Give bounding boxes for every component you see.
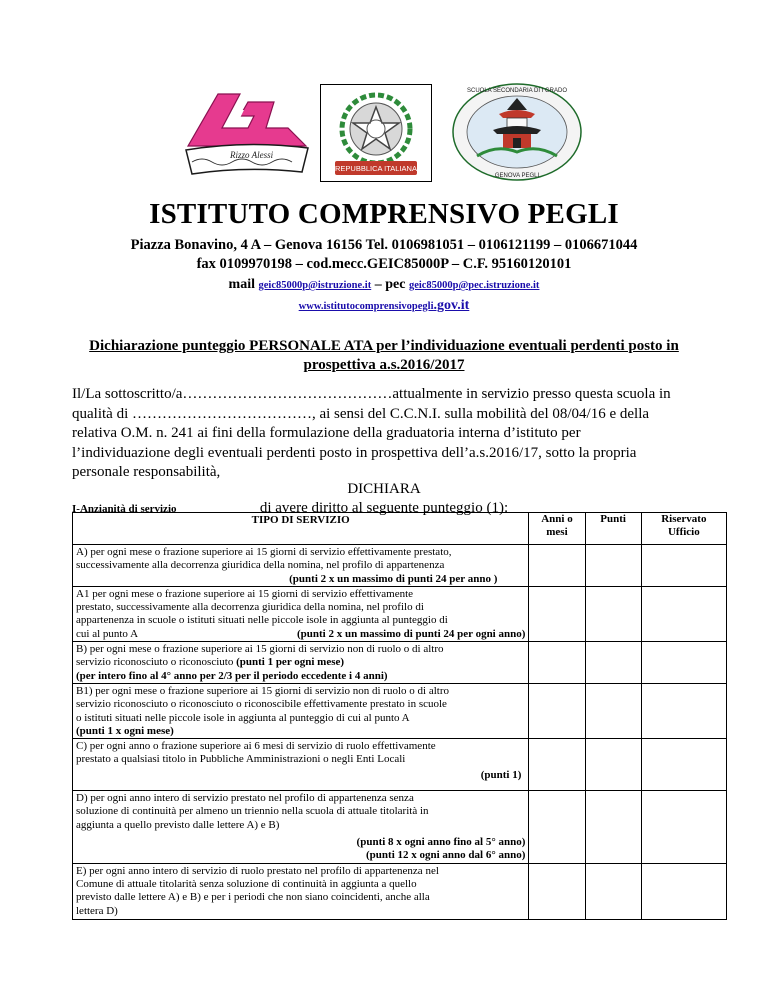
title-line-1: Dichiarazione punteggio PERSONALE ATA per l’individuazione eventuali perdenti posto in	[89, 338, 679, 354]
header-points: Punti	[585, 513, 641, 545]
row-a1-office-cell	[641, 586, 726, 641]
table-header-row	[73, 513, 727, 545]
row-c-points-cell[interactable]	[585, 739, 641, 791]
row-b-years-cell[interactable]	[529, 642, 585, 684]
table-row	[73, 545, 727, 587]
svg-text:GENOVA PEGLI: GENOVA PEGLI	[494, 173, 540, 179]
row-b1-years-cell[interactable]	[529, 683, 585, 738]
school-logo-right	[447, 80, 587, 184]
row-b1-office-cell	[641, 683, 726, 738]
republic-emblem	[320, 84, 432, 182]
document-title	[60, 337, 708, 375]
row-a-description: A) per ogni mese o frazione superiore ai 15 giorni di servizio effettivamente prestato, successivamente alla decorrenza giuridica della nomina, nel profilo di appartenenza (punti 2 x un massimo di punti 24 per anno )	[73, 545, 529, 587]
row-c-years-cell[interactable]	[529, 739, 585, 791]
school-name: ISTITUTO COMPRENSIVO PEGLI	[149, 198, 619, 230]
row-a-office-cell	[641, 545, 726, 587]
row-a-years-cell[interactable]	[529, 545, 585, 587]
row-e-points-cell[interactable]	[585, 863, 641, 919]
intro-paragraph	[72, 385, 700, 483]
row-d-office-cell	[641, 791, 726, 863]
row-b1-description: B1) per ogni mese o frazione superiore ai 15 giorni di servizio non di ruolo o di altro servizio riconosciuto o riconosciuto o riconoscibile effettivamente prestato in scuole o istituti situati nelle piccole isole in aggiunta al punteggio di cui al punto A (punti 1 x ogni mese)	[73, 683, 529, 738]
declare-sentence: di avere diritto al seguente punteggio (1):	[259, 500, 509, 516]
row-c-description: C) per ogni anno o frazione superiore ai 6 mesi di servizio di ruolo effettivamente prestato a qualsiasi titolo in Pubbliche Amministrazioni o negli Enti Locali (punti 1)	[73, 739, 529, 791]
table-row	[73, 683, 727, 738]
row-e-description: E) per ogni anno intero di servizio di ruolo prestato nel profilo di appartenenza nel Comune di attuale titolarità senza soluzione di continuità in aggiunta a quello previsto dalle lettere A) e B) e per i periodi che non siano coincidenti, anche alla lettera D)	[73, 863, 529, 919]
row-d-years-cell[interactable]	[529, 791, 585, 863]
intro-line: Il/La sottoscritto/a……………………………………attualmente in servizio presso questa scuola in	[72, 386, 671, 402]
service-score-table	[72, 512, 727, 920]
mail-label: mail	[228, 277, 255, 292]
school-pagoda-logo-icon	[447, 80, 587, 184]
table-row	[73, 586, 727, 641]
header-years-months: Anni o mesi	[529, 513, 585, 545]
svg-text:SCUOLA SECONDARIA DI I GRADO: SCUOLA SECONDARIA DI I GRADO	[466, 88, 568, 94]
fiscal-line: fax 0109970198 – cod.mecc.GEIC85000P – C.F. 95160120101	[196, 256, 572, 272]
italian-republic-emblem-icon	[321, 85, 431, 181]
row-a1-years-cell[interactable]	[529, 586, 585, 641]
table-row	[73, 863, 727, 919]
school-logo-left	[178, 88, 314, 180]
table-row	[73, 791, 727, 863]
title-line-2: prospettiva a.s.2016/2017	[303, 357, 465, 373]
mail-link[interactable]: geic85000p@istruzione.it	[258, 280, 372, 291]
website-link[interactable]	[298, 298, 470, 313]
website-suffix: .gov.it	[433, 298, 470, 313]
row-b-description: B) per ogni mese o frazione superiore ai 15 giorni di servizio non di ruolo o di altro servizio riconosciuto o riconosciuto (punti 1 per ogni mese) (per intero fino al 4° anno per 2/3 per il periodo eccedente i 4 anni)	[73, 642, 529, 684]
row-a1-points-cell[interactable]	[585, 586, 641, 641]
row-b1-points-cell[interactable]	[585, 683, 641, 738]
intro-line: qualità di ………………………………, ai sensi del C.C.N.I. sulla mobilità del 08/04/16 e della	[72, 405, 650, 422]
row-d-points-cell[interactable]	[585, 791, 641, 863]
row-b-office-cell	[641, 642, 726, 684]
declare-word: DICHIARA	[347, 481, 421, 497]
contacts-line	[0, 277, 768, 293]
header-office: Riservato Ufficio	[641, 513, 726, 545]
header-service-type: TIPO DI SERVIZIO	[73, 513, 529, 545]
row-d-description: D) per ogni anno intero di servizio prestato nel profilo di appartenenza senza soluzione di continuità per almeno un triennio nella scuola di attuale titolarità in aggiunta a quello previsto dalle lettere A) e B) (punti 8 x ogni anno fino al 5° anno) (punti 12 x ogni anno dal 6° anno)	[73, 791, 529, 863]
row-e-office-cell	[641, 863, 726, 919]
svg-text:Rizzo Alessi: Rizzo Alessi	[230, 150, 274, 160]
pec-label: – pec	[374, 277, 406, 292]
intro-line: l’individuazione degli eventuali perdenti posto in prospettiva dell’a.s.2016/17, sotto la propria	[72, 444, 637, 461]
row-c-office-cell	[641, 739, 726, 791]
row-e-years-cell[interactable]	[529, 863, 585, 919]
pec-link[interactable]: geic85000p@pec.istruzione.it	[408, 280, 540, 291]
intro-line: personale responsabilità,	[72, 464, 221, 480]
section-title: I-Anzianità di servizio	[72, 503, 177, 515]
rizzo-alessi-logo-icon	[178, 88, 314, 180]
website-domain: www.istitutocomprensivopegli	[298, 301, 434, 312]
address-line: Piazza Bonavino, 4 A – Genova 16156 Tel. 0106981051 – 0106121199 – 0106671044	[130, 237, 638, 253]
row-b-points-cell[interactable]	[585, 642, 641, 684]
table-row	[73, 739, 727, 791]
row-a1-description: A1 per ogni mese o frazione superiore ai 15 giorni di servizio effettivamente prestato, successivamente alla decorrenza giuridica della nomina, nel profilo di appartenenza in scuole o istituti situati nelle piccole isole in aggiunta al punteggio di cui al punto A (punti 2 x un massimo di punti 24 per ogni anno)	[73, 586, 529, 641]
intro-line: relativa O.M. n. 241 ai fini della formulazione della graduatoria interna d’istituto per	[72, 425, 581, 441]
svg-text:REPUBBLICA ITALIANA: REPUBBLICA ITALIANA	[335, 164, 417, 173]
website-line	[0, 296, 768, 314]
row-a-points-cell[interactable]	[585, 545, 641, 587]
table-row	[73, 642, 727, 684]
